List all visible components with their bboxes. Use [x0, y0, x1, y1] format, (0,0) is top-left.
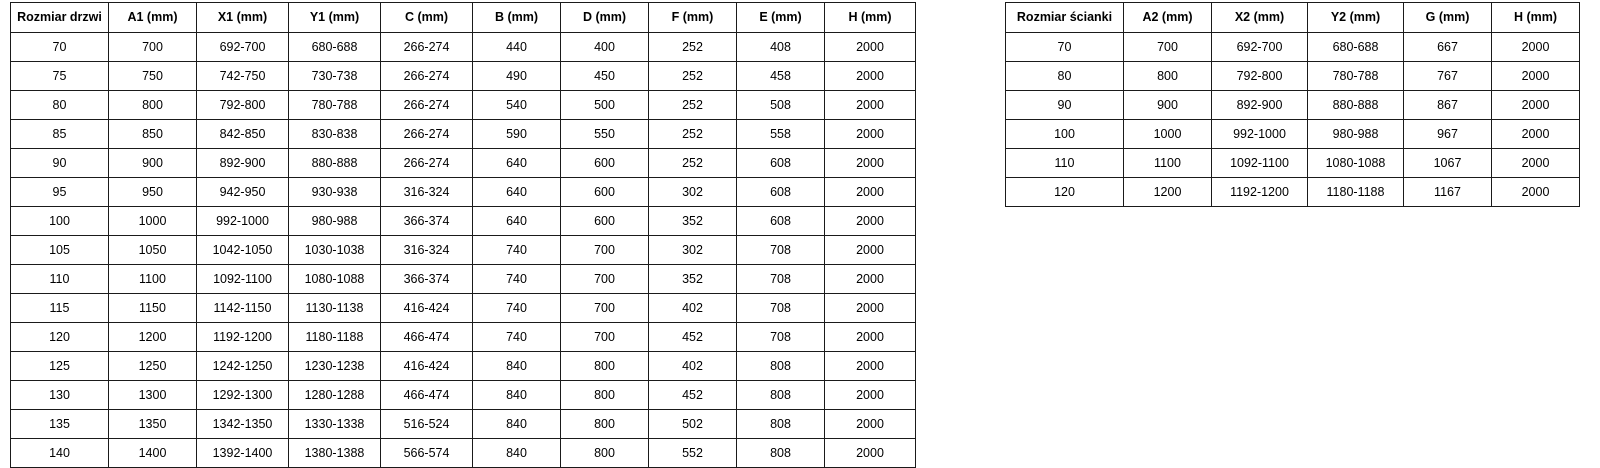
table-cell: 120: [1006, 178, 1124, 207]
table-cell: 808: [737, 439, 825, 468]
table-cell: 80: [1006, 62, 1124, 91]
table-cell: 2000: [825, 323, 916, 352]
table-cell: 105: [11, 236, 109, 265]
table-cell: 1342-1350: [197, 410, 289, 439]
table-cell: 1300: [109, 381, 197, 410]
table-cell: 608: [737, 149, 825, 178]
table-cell: 408: [737, 33, 825, 62]
table-cell: 800: [109, 91, 197, 120]
table-cell: 600: [561, 207, 649, 236]
column-header-w1: A2 (mm): [1124, 3, 1212, 33]
table-cell: 800: [561, 352, 649, 381]
table-cell: 808: [737, 352, 825, 381]
table-cell: 252: [649, 120, 737, 149]
table-cell: 558: [737, 120, 825, 149]
table-row: [1006, 91, 1580, 120]
column-header-d4: C (mm): [381, 3, 473, 33]
table-cell: 830-838: [289, 120, 381, 149]
table-row: [11, 236, 916, 265]
table-cell: 2000: [1492, 62, 1580, 91]
table-cell: 1350: [109, 410, 197, 439]
table-cell: 1242-1250: [197, 352, 289, 381]
table-cell: 550: [561, 120, 649, 149]
table-cell: 266-274: [381, 91, 473, 120]
table-cell: 700: [561, 265, 649, 294]
table-cell: 740: [473, 294, 561, 323]
table-cell: 740: [473, 265, 561, 294]
table-cell: 700: [561, 294, 649, 323]
column-header-d3: Y1 (mm): [289, 3, 381, 33]
table-cell: 1330-1338: [289, 410, 381, 439]
doors-dimensions-table: [10, 2, 916, 468]
table-cell: 692-700: [197, 33, 289, 62]
table-row: [11, 149, 916, 178]
table-cell: 490: [473, 62, 561, 91]
table-cell: 2000: [825, 91, 916, 120]
table-row: [11, 439, 916, 468]
table-cell: 400: [561, 33, 649, 62]
walls-table-body: [1006, 33, 1580, 207]
table-cell: 2000: [825, 410, 916, 439]
table-cell: 590: [473, 120, 561, 149]
table-row: [1006, 120, 1580, 149]
table-cell: 2000: [825, 294, 916, 323]
table-cell: 252: [649, 62, 737, 91]
table-cell: 352: [649, 207, 737, 236]
table-cell: 640: [473, 178, 561, 207]
table-cell: 416-424: [381, 352, 473, 381]
table-cell: 1292-1300: [197, 381, 289, 410]
table-cell: 1192-1200: [197, 323, 289, 352]
table-cell: 140: [11, 439, 109, 468]
table-cell: 840: [473, 381, 561, 410]
table-cell: 600: [561, 149, 649, 178]
table-cell: 740: [473, 323, 561, 352]
table-cell: 252: [649, 149, 737, 178]
table-cell: 1050: [109, 236, 197, 265]
table-cell: 900: [1124, 91, 1212, 120]
table-row: [11, 178, 916, 207]
walls-dimensions-table: [1005, 2, 1580, 207]
table-cell: 402: [649, 294, 737, 323]
table-cell: 366-374: [381, 207, 473, 236]
table-cell: 566-574: [381, 439, 473, 468]
table-cell: 120: [11, 323, 109, 352]
table-cell: 266-274: [381, 62, 473, 91]
table-cell: 1130-1138: [289, 294, 381, 323]
table-cell: 2000: [1492, 120, 1580, 149]
table-cell: 980-988: [1308, 120, 1404, 149]
walls-table-header: [1006, 3, 1580, 33]
table-cell: 552: [649, 439, 737, 468]
table-cell: 608: [737, 207, 825, 236]
table-cell: 95: [11, 178, 109, 207]
table-cell: 600: [561, 178, 649, 207]
table-cell: 680-688: [1308, 33, 1404, 62]
table-cell: 2000: [825, 207, 916, 236]
table-cell: 950: [109, 178, 197, 207]
table-cell: 252: [649, 91, 737, 120]
table-cell: 1167: [1404, 178, 1492, 207]
table-cell: 90: [1006, 91, 1124, 120]
table-cell: 1150: [109, 294, 197, 323]
table-cell: 2000: [825, 149, 916, 178]
table-row: [1006, 33, 1580, 62]
table-row: [11, 323, 916, 352]
table-cell: 800: [1124, 62, 1212, 91]
column-header-d7: F (mm): [649, 3, 737, 33]
table-row: [1006, 149, 1580, 178]
table-cell: 2000: [825, 33, 916, 62]
table-row: [11, 265, 916, 294]
table-cell: 452: [649, 323, 737, 352]
table-cell: 1100: [109, 265, 197, 294]
column-header-w3: Y2 (mm): [1308, 3, 1404, 33]
table-cell: 366-374: [381, 265, 473, 294]
table-cell: 266-274: [381, 120, 473, 149]
table-cell: 730-738: [289, 62, 381, 91]
table-cell: 1080-1088: [1308, 149, 1404, 178]
table-cell: 302: [649, 236, 737, 265]
table-cell: 608: [737, 178, 825, 207]
table-cell: 700: [109, 33, 197, 62]
table-header-row: [1006, 3, 1580, 33]
doors-dimensions-table-container: [10, 2, 916, 468]
table-cell: 800: [561, 439, 649, 468]
table-header-row: [11, 3, 916, 33]
table-cell: 840: [473, 439, 561, 468]
table-cell: 740: [473, 236, 561, 265]
table-cell: 780-788: [1308, 62, 1404, 91]
table-cell: 1142-1150: [197, 294, 289, 323]
column-header-w4: G (mm): [1404, 3, 1492, 33]
table-cell: 416-424: [381, 294, 473, 323]
table-cell: 110: [11, 265, 109, 294]
table-row: [11, 207, 916, 236]
table-cell: 450: [561, 62, 649, 91]
table-cell: 85: [11, 120, 109, 149]
column-header-d9: H (mm): [825, 3, 916, 33]
table-cell: 1092-1100: [1212, 149, 1308, 178]
table-cell: 1067: [1404, 149, 1492, 178]
doors-table-header: [11, 3, 916, 33]
table-cell: 840: [473, 410, 561, 439]
table-cell: 767: [1404, 62, 1492, 91]
table-cell: 80: [11, 91, 109, 120]
table-row: [11, 294, 916, 323]
table-cell: 2000: [825, 381, 916, 410]
table-cell: 458: [737, 62, 825, 91]
table-cell: 667: [1404, 33, 1492, 62]
table-cell: 266-274: [381, 149, 473, 178]
table-cell: 708: [737, 294, 825, 323]
table-cell: 125: [11, 352, 109, 381]
table-row: [11, 410, 916, 439]
table-cell: 452: [649, 381, 737, 410]
table-cell: 1392-1400: [197, 439, 289, 468]
table-cell: 2000: [825, 265, 916, 294]
table-cell: 708: [737, 265, 825, 294]
table-cell: 808: [737, 381, 825, 410]
table-cell: 640: [473, 207, 561, 236]
doors-table-body: [11, 33, 916, 468]
walls-dimensions-table-container: [1005, 2, 1580, 207]
table-cell: 1180-1188: [289, 323, 381, 352]
column-header-d0: Rozmiar drzwi: [11, 3, 109, 33]
table-cell: 1230-1238: [289, 352, 381, 381]
table-cell: 1092-1100: [197, 265, 289, 294]
table-cell: 1000: [1124, 120, 1212, 149]
table-cell: 1200: [109, 323, 197, 352]
table-cell: 500: [561, 91, 649, 120]
table-cell: 750: [109, 62, 197, 91]
column-header-d5: B (mm): [473, 3, 561, 33]
table-cell: 70: [11, 33, 109, 62]
table-cell: 100: [11, 207, 109, 236]
table-cell: 708: [737, 236, 825, 265]
table-cell: 967: [1404, 120, 1492, 149]
table-cell: 930-938: [289, 178, 381, 207]
table-cell: 440: [473, 33, 561, 62]
table-cell: 90: [11, 149, 109, 178]
table-cell: 992-1000: [1212, 120, 1308, 149]
table-cell: 880-888: [289, 149, 381, 178]
table-cell: 402: [649, 352, 737, 381]
table-cell: 115: [11, 294, 109, 323]
table-row: [11, 62, 916, 91]
table-cell: 700: [1124, 33, 1212, 62]
table-cell: 316-324: [381, 236, 473, 265]
table-cell: 892-900: [1212, 91, 1308, 120]
table-cell: 680-688: [289, 33, 381, 62]
table-cell: 780-788: [289, 91, 381, 120]
table-cell: 992-1000: [197, 207, 289, 236]
table-cell: 466-474: [381, 381, 473, 410]
table-cell: 2000: [825, 178, 916, 207]
table-cell: 135: [11, 410, 109, 439]
table-cell: 1080-1088: [289, 265, 381, 294]
table-cell: 892-900: [197, 149, 289, 178]
table-cell: 640: [473, 149, 561, 178]
table-cell: 2000: [825, 62, 916, 91]
table-cell: 266-274: [381, 33, 473, 62]
table-cell: 980-988: [289, 207, 381, 236]
table-cell: 742-750: [197, 62, 289, 91]
table-cell: 70: [1006, 33, 1124, 62]
table-cell: 1042-1050: [197, 236, 289, 265]
table-cell: 2000: [825, 120, 916, 149]
table-cell: 466-474: [381, 323, 473, 352]
table-row: [1006, 62, 1580, 91]
table-cell: 100: [1006, 120, 1124, 149]
table-row: [11, 120, 916, 149]
table-cell: 708: [737, 323, 825, 352]
table-cell: 842-850: [197, 120, 289, 149]
table-cell: 808: [737, 410, 825, 439]
table-cell: 2000: [1492, 33, 1580, 62]
table-cell: 316-324: [381, 178, 473, 207]
table-cell: 110: [1006, 149, 1124, 178]
table-cell: 2000: [1492, 91, 1580, 120]
table-cell: 1250: [109, 352, 197, 381]
column-header-w5: H (mm): [1492, 3, 1580, 33]
table-row: [11, 33, 916, 62]
table-cell: 867: [1404, 91, 1492, 120]
table-row: [11, 352, 916, 381]
column-header-d2: X1 (mm): [197, 3, 289, 33]
table-cell: 880-888: [1308, 91, 1404, 120]
table-cell: 792-800: [197, 91, 289, 120]
table-cell: 1380-1388: [289, 439, 381, 468]
column-header-w0: Rozmiar ścianki: [1006, 3, 1124, 33]
table-cell: 302: [649, 178, 737, 207]
table-cell: 1030-1038: [289, 236, 381, 265]
table-cell: 75: [11, 62, 109, 91]
table-cell: 2000: [1492, 149, 1580, 178]
table-cell: 2000: [825, 236, 916, 265]
table-cell: 502: [649, 410, 737, 439]
table-cell: 792-800: [1212, 62, 1308, 91]
table-cell: 700: [561, 236, 649, 265]
table-cell: 1200: [1124, 178, 1212, 207]
table-cell: 1192-1200: [1212, 178, 1308, 207]
table-cell: 508: [737, 91, 825, 120]
table-cell: 942-950: [197, 178, 289, 207]
column-header-d1: A1 (mm): [109, 3, 197, 33]
table-cell: 352: [649, 265, 737, 294]
table-cell: 692-700: [1212, 33, 1308, 62]
table-cell: 516-524: [381, 410, 473, 439]
table-cell: 1000: [109, 207, 197, 236]
column-header-d8: E (mm): [737, 3, 825, 33]
table-row: [11, 91, 916, 120]
table-cell: 800: [561, 410, 649, 439]
table-cell: 1180-1188: [1308, 178, 1404, 207]
table-cell: 900: [109, 149, 197, 178]
table-cell: 2000: [825, 352, 916, 381]
table-row: [1006, 178, 1580, 207]
table-cell: 700: [561, 323, 649, 352]
table-cell: 1400: [109, 439, 197, 468]
column-header-d6: D (mm): [561, 3, 649, 33]
table-cell: 540: [473, 91, 561, 120]
table-cell: 840: [473, 352, 561, 381]
table-cell: 1100: [1124, 149, 1212, 178]
table-cell: 850: [109, 120, 197, 149]
table-cell: 130: [11, 381, 109, 410]
table-row: [11, 381, 916, 410]
table-cell: 252: [649, 33, 737, 62]
table-cell: 2000: [1492, 178, 1580, 207]
table-cell: 1280-1288: [289, 381, 381, 410]
column-header-w2: X2 (mm): [1212, 3, 1308, 33]
table-cell: 2000: [825, 439, 916, 468]
table-cell: 800: [561, 381, 649, 410]
